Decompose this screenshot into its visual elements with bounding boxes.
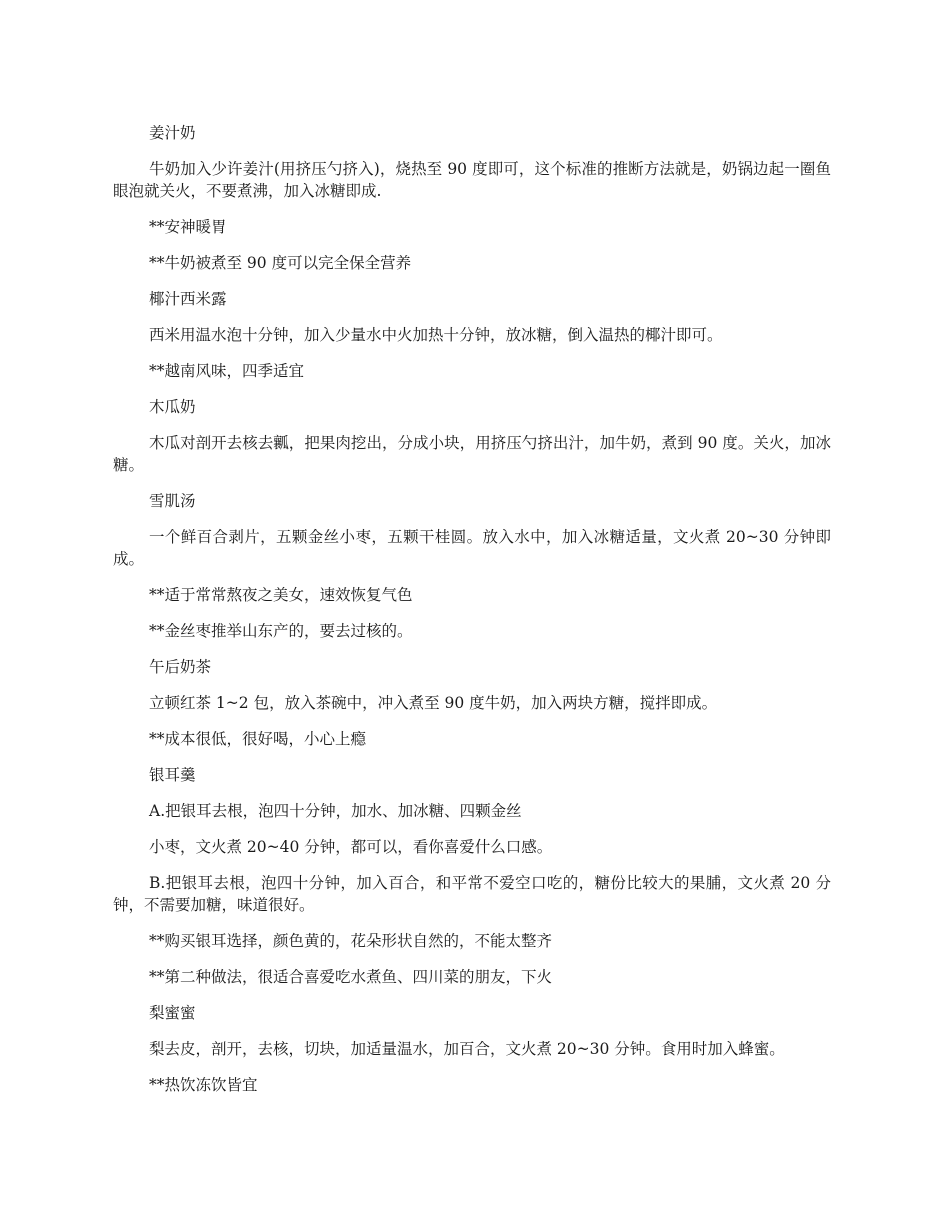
recipe-note: **适于常常熬夜之美女，速效恢复气色	[149, 586, 413, 604]
recipe-note: **热饮冻饮皆宜	[149, 1076, 258, 1094]
recipe-title-ginger-milk: 姜汁奶	[149, 124, 196, 142]
recipe-method-tremella-b: B.把银耳去根，泡四十分钟，加入百合，和平常不爱空口吃的，糖份比较大的果脯，文火煮 20 分钟，不需要加糖，味道很好。	[113, 874, 831, 914]
recipe-method-snow-skin-soup: 一个鲜百合剥片，五颗金丝小枣，五颗干桂圆。放入水中，加入冰糖适量，文火煮 20~30 分钟即成。	[113, 528, 831, 568]
recipe-method-tremella-a-cont: 小枣，文火煮 20~40 分钟，都可以，看你喜爱什么口感。	[149, 838, 553, 856]
recipe-title-snow-skin-soup: 雪肌汤	[149, 492, 196, 510]
recipe-method-afternoon-milk-tea: 立顿红茶 1~2 包，放入茶碗中，冲入煮至 90 度牛奶，加入两块方糖，搅拌即成。	[149, 694, 718, 712]
recipe-note: **第二种做法，很适合喜爱吃水煮鱼、四川菜的朋友，下火	[149, 968, 553, 986]
recipe-title-tremella-soup: 银耳羹	[149, 766, 196, 784]
recipe-note: **购买银耳选择，颜色黄的，花朵形状自然的，不能太整齐	[149, 932, 553, 950]
recipe-method-papaya-milk: 木瓜对剖开去核去瓤，把果肉挖出，分成小块，用挤压勺挤出汁，加牛奶，煮到 90 度。关火，加冰糖。	[113, 434, 831, 474]
recipe-note: **金丝枣推举山东产的，要去过核的。	[149, 622, 413, 640]
recipe-method-coconut-sago: 西米用温水泡十分钟，加入少量水中火加热十分钟，放冰糖，倒入温热的椰汁即可。	[149, 326, 723, 344]
recipe-note: **安神暖胃	[149, 218, 227, 236]
recipe-method-ginger-milk: 牛奶加入少许姜汁(用挤压勺挤入)，烧热至 90 度即可，这个标准的推断方法就是，奶锅边起一圈鱼眼泡就关火，不要煮沸，加入冰糖即成.	[113, 160, 831, 200]
recipe-title-papaya-milk: 木瓜奶	[149, 398, 196, 416]
recipe-method-tremella-a: A.把银耳去根，泡四十分钟，加水、加冰糖、四颗金丝	[149, 802, 522, 820]
recipe-title-afternoon-milk-tea: 午后奶茶	[149, 658, 212, 676]
recipe-method-pear-honey: 梨去皮，剖开，去核，切块，加适量温水，加百合，文火煮 20~30 分钟。食用时加入蜂蜜。	[149, 1040, 785, 1058]
recipe-note: **越南风味，四季适宜	[149, 362, 305, 380]
recipe-note: **牛奶被煮至 90 度可以完全保全营养	[149, 254, 412, 272]
recipe-note: **成本很低，很好喝，小心上瘾	[149, 730, 367, 748]
recipe-title-pear-honey: 梨蜜蜜	[149, 1004, 196, 1022]
document-body	[113, 122, 831, 1110]
recipe-title-coconut-sago: 椰汁西米露	[149, 290, 227, 308]
